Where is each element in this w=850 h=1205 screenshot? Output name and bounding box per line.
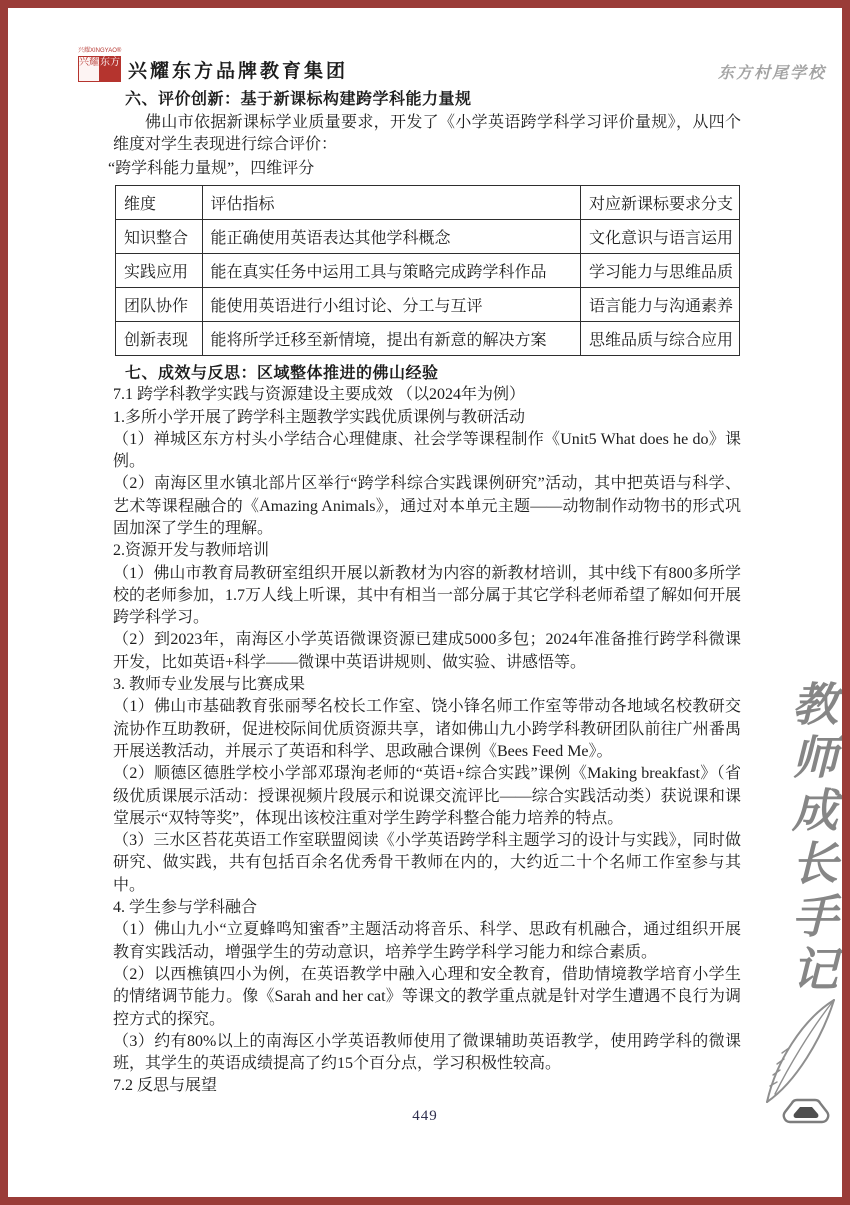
rubric-table xyxy=(115,185,740,356)
watermark-teacher-growth-notes: 教师成长手记 xyxy=(785,680,839,998)
paragraph: （2）以西樵镇四小为例，在英语教学中融入心理和安全教育，借助情境教学培育小学生的情绪调节能力。像《Sarah and her cat》等课文的教学重点就是针对学生遭遇不良行为调控方式的探究。 xyxy=(113,965,741,1028)
paragraph: （1）佛山市基础教育张丽琴名校长工作室、饶小锋名师工作室等带动各地域名校教研交流协作互助教研，促进校际间优质资源共享，诸如佛山九小跨学科教研团队前往广州番禺开展送教活动，并展示了英语和科学、思政融合课例《Bees Feed Me》。 xyxy=(113,698,741,760)
paragraph: （1）佛山市教育局教研室组织开展以新教材为内容的新教材培训，其中线下有800多所学校的老师参加，1.7万人线上听课，其中有相当一部分属于其它学科老师希望了解如何开展跨学科学习。 xyxy=(113,564,742,627)
document-body xyxy=(108,86,742,1098)
brand-title: 兴耀东方品牌教育集团 xyxy=(128,61,349,82)
table-row xyxy=(116,288,740,322)
page-number: 449 xyxy=(412,1108,438,1124)
paragraph: 7.1 跨学科教学实践与资源建设主要成效 （以2024年为例） xyxy=(113,386,526,404)
logo-seal-left: 兴耀 xyxy=(78,56,100,82)
paragraph: （2）南海区里水镇北部片区举行“跨学科综合实践课例研究”活动，其中把英语与科学、艺术等课程融合的《Amazing Animals》，通过对本单元主题——动物制作动物书的形式巩固加深了学生的理解。 xyxy=(113,475,741,537)
table-header-indicator: 评估指标 xyxy=(202,186,581,220)
table-cell: 实践应用 xyxy=(116,254,203,288)
brand-logo xyxy=(78,48,128,82)
logo-seal-icon xyxy=(78,56,128,82)
section6-subtitle: “跨学科能力量规”，四维评分 xyxy=(108,159,315,177)
section6-heading: 六、评价创新：基于新课标构建跨学科能力量规 xyxy=(125,91,472,108)
section6-intro: 佛山市依据新课标学业质量要求，开发了《小学英语跨学科学习评价量规》，从四个维度对学生表现进行综合评价： xyxy=(113,114,741,154)
table-cell: 语言能力与沟通素养 xyxy=(581,288,740,322)
paragraph: （1）禅城区东方村头小学结合心理健康、社会学等课程制作《Unit5 What does he do》课例。 xyxy=(113,430,741,471)
table-header-mapping: 对应新课标要求分支 xyxy=(581,186,740,220)
paragraph: （2）到2023年，南海区小学英语微课资源已建成5000多包；2024年准备推行跨学科微课开发，比如英语+科学——微课中英语讲规则、做实验、讲感悟等。 xyxy=(113,631,741,671)
paragraph: （3）约有80%以上的南海区小学英语教师使用了微课辅助英语教学，使用跨学科的微课班，其学生的英语成绩提高了约15个百分点，学习积极性较高。 xyxy=(113,1032,741,1073)
paragraph: 3. 教师专业发展与比赛成果 xyxy=(113,676,306,694)
table-row xyxy=(116,322,740,356)
paragraph: 4. 学生参与学科融合 xyxy=(113,899,258,917)
table-cell: 团队协作 xyxy=(116,288,203,322)
paragraph: 7.2 反思与展望 xyxy=(113,1077,218,1095)
section7-paragraphs xyxy=(113,384,741,1098)
logo-top-text: 兴耀XINGYAO® xyxy=(78,48,122,54)
table-header-row xyxy=(116,186,740,220)
table-cell: 思维品质与综合应用 xyxy=(581,322,740,356)
school-name: 东方村尾学校 xyxy=(717,65,826,82)
paragraph: （3）三水区苔花英语工作室联盟阅读《小学英语跨学科主题学习的设计与实践》，同时做研究、做实践，共有包括百余名优秀骨干教师在内的，大约近二十个名师工作室参与其中。 xyxy=(113,832,741,894)
logo-seal-right: 东方 xyxy=(100,56,121,82)
table-cell: 学习能力与思维品质 xyxy=(581,254,740,288)
table-cell: 能正确使用英语表达其他学科概念 xyxy=(202,220,581,254)
table-row xyxy=(116,254,740,288)
table-cell: 能使用英语进行小组讨论、分工与互评 xyxy=(202,288,581,322)
paragraph: 2.资源开发与教师培训 xyxy=(113,542,270,560)
table-cell: 创新表现 xyxy=(116,322,203,356)
table-cell: 能将所学迁移至新情境，提出有新意的解决方案 xyxy=(202,322,581,356)
table-cell: 能在真实任务中运用工具与策略完成跨学科作品 xyxy=(202,254,581,288)
paragraph: （1）佛山九小“立夏蜂鸣知蜜香”主题活动将音乐、科学、思政有机融合，通过组织开展教育实践活动，增强学生的劳动意识，培养学生跨学科学习能力和综合素质。 xyxy=(113,921,741,961)
paragraph: （2）顺德区德胜学校小学部邓璟洵老师的“英语+综合实践”课例《Making breakfast》（省级优质课展示活动：授课视频片段展示和说课交流评比——综合实践活动类）获说课和课堂展示“双特等奖”，体现出该校注重对学生跨学科整合能力培养的特点。 xyxy=(113,765,741,827)
table-header-dimension: 维度 xyxy=(116,186,203,220)
table-cell: 知识整合 xyxy=(116,220,203,254)
paragraph: 1.多所小学开展了跨学科主题教学实践优质课例与教研活动 xyxy=(113,408,526,426)
section7-heading: 七、成效与反思：区域整体推进的佛山经验 xyxy=(125,365,439,383)
table-row xyxy=(116,220,740,254)
table-cell: 文化意识与语言运用 xyxy=(581,220,740,254)
